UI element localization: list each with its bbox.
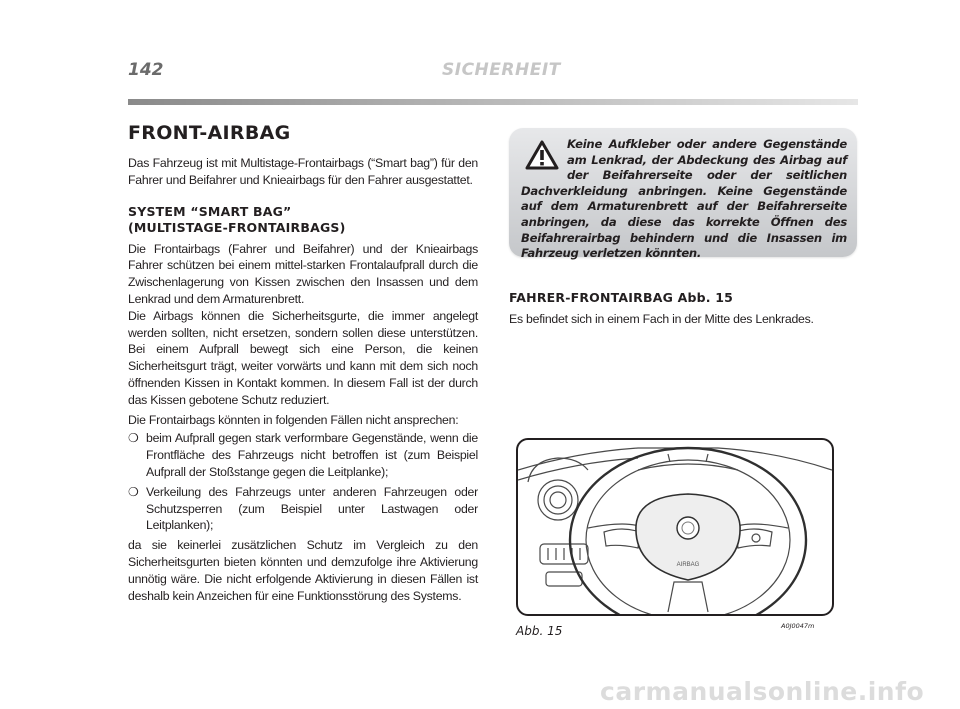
paragraph-frontairbags: Die Frontairbags (Fahrer und Beifahrer) und der Knieairbags Fahrer schützen bei einem mittel-starken Frontalaufprall durch die Zwischenlagerung von Kissen zwischen den Insassen und dem Lenkrad und dem Armaturenbrett. — [128, 241, 478, 306]
figure-code: A0J0047m — [781, 622, 815, 630]
subsection-title-line1: SYSTEM “SMART BAG” — [128, 203, 292, 219]
warning-text — [521, 137, 847, 262]
list-item-text: beim Aufprall gegen stark verformbare Gegenstände, wenn die Frontfläche des Fahrzeugs nicht betroffen ist (zum Beispiel Aufprall der Stoßstange gegen die Leitplanke); — [146, 431, 478, 479]
bullet-circle-icon: ❍ — [128, 484, 139, 499]
driver-airbag-title: FAHRER-FRONTAIRBAG Abb. 15 — [509, 290, 734, 305]
steering-wheel-illustration — [518, 440, 832, 614]
header-rule — [128, 99, 858, 105]
page-number: 142 — [128, 60, 164, 80]
subsection-title-line2: (MULTISTAGE-FRONTAIRBAGS) — [128, 219, 346, 235]
paragraph-seatbelts: Die Airbags können die Sicherheitsgurte, die immer angelegt werden sollten, nicht ersetzen, sondern sollen diese unterstützen. Bei einem Aufprall bewegt sich eine Person, die keinen Sicherheitsgurt trägt, weiter vorwärts und kann mit dem sich noch öffnenden Kissen in Kontakt kommen. In diesem Fall ist der durch das Kissen gebotene Schutz reduziert. — [128, 308, 478, 407]
driver-airbag-text: Es befindet sich in einem Fach in der Mitte des Lenkrades. — [509, 312, 814, 326]
figure-label: Abb. 15 — [516, 624, 563, 638]
watermark: carmanualsonline.info — [600, 677, 925, 706]
subsection-title — [128, 204, 478, 236]
section-title: FRONT-AIRBAG — [128, 122, 291, 144]
figure-steering-wheel — [516, 438, 834, 616]
bullet-circle-icon: ❍ — [128, 431, 139, 446]
airbag-label: AIRBAG — [676, 562, 700, 568]
list-item — [128, 430, 478, 480]
paragraph-conditions: Die Frontairbags könnten in folgenden Fällen nicht ansprechen: — [128, 412, 459, 427]
intro-paragraph: Das Fahrzeug ist mit Multistage-Frontairbags (“Smart bag”) für den Fahrer und Beifahrer und Knieairbags für den Fahrer ausgestattet. — [128, 156, 478, 187]
running-head: SICHERHEIT — [442, 60, 561, 80]
list-item — [128, 484, 478, 534]
warning-text-content: Keine Aufkleber oder andere Gegenstände am Lenkrad, der Abdeckung des Airbag auf der Beifahrerseite oder der seitlichen Dachverkleidung anbringen. Keine Gegenstände auf dem Armaturenbrett auf der Beifahrerseite anbringen, da diese das korrekte Öffnen des Beifahrerairbag behindern und die Insassen im Fahrzeug verletzen könnten. — [521, 137, 847, 261]
paragraph-conclusion: da sie keinerlei zusätzlichen Schutz im Vergleich zu den Sicherheitsgurten bieten könnten und demzufolge ihre Aktivierung unnötig wäre. Die nicht erfolgende Aktivierung in diesen Fällen ist deshalb kein Anzeichen für eine Funktionsstörung des Systems. — [128, 538, 478, 603]
warning-box — [509, 128, 857, 261]
right-column — [509, 290, 857, 328]
left-column — [128, 122, 478, 604]
list-item-text: Verkeilung des Fahrzeugs unter anderen Fahrzeugen oder Schutzsperren (zum Beispiel unter Lastwagen oder Leitplanken); — [146, 484, 478, 533]
